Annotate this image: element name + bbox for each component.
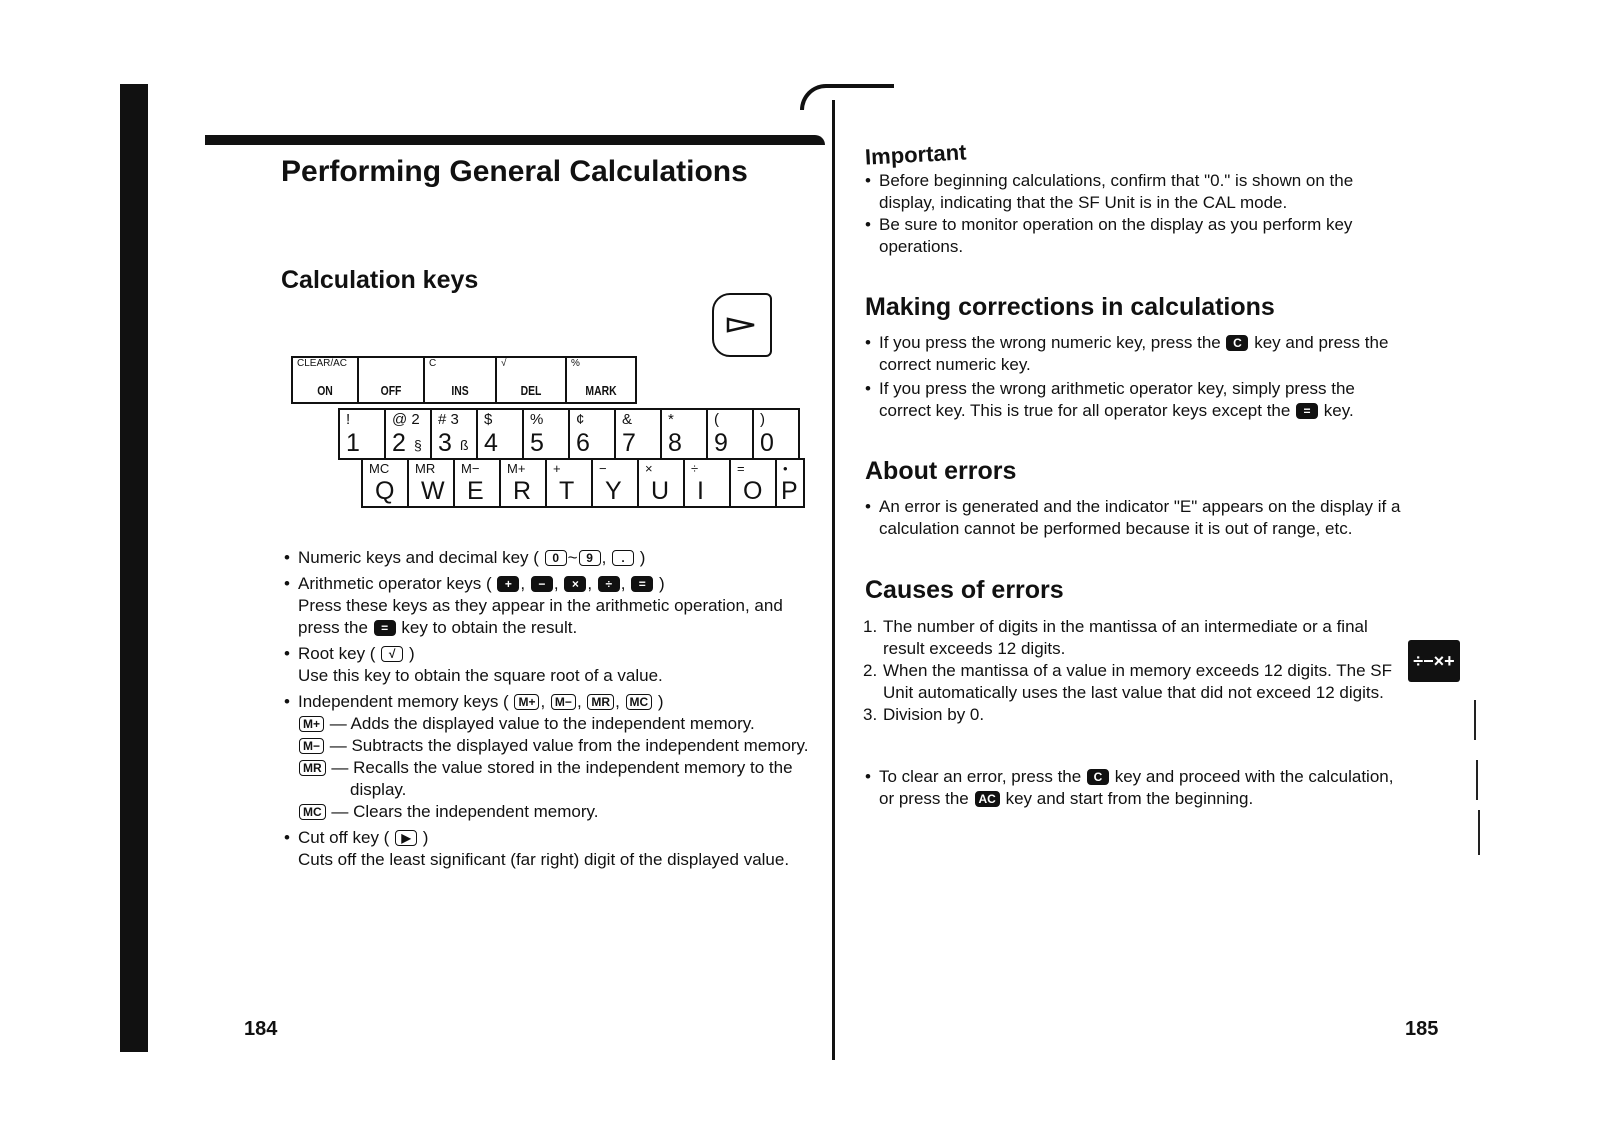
corrections-list [865,332,1405,422]
calculator-tab-icon: ÷−×+ [1408,640,1460,682]
edge-mark [1478,810,1480,855]
gutter-curve [800,84,894,110]
cause-item: 3. Division by 0. [863,705,985,724]
off-key: OFF [359,358,425,402]
key-8: * 8 [662,410,708,458]
number-key-row [338,408,800,460]
errors-list [865,496,1405,540]
page-number-right: 185 [1405,1018,1439,1040]
causes-list [865,616,1400,726]
function-key-row [291,356,637,404]
key-u: × U [639,460,685,506]
key-y: − Y [593,460,639,506]
edge-mark [1476,760,1478,800]
key-3: # 3 3 ß [432,410,478,458]
correction-item: • If you press the wrong numeric key, press the C key and press the correct numeric key. [865,332,1405,376]
key-1: ! 1 [340,410,386,458]
key-t: + T [547,460,593,506]
key-descriptions [284,547,824,871]
key-i: ÷ I [685,460,731,506]
ins-key: C INS [425,358,497,402]
corrections-heading: Making corrections in calculations [865,293,1275,321]
memory-keys-item: • Independent memory keys ( M+ , M− , MR , MC ) M+ — Adds the displayed value to the independent memory. M− — Subtracts the displayed value from the independent memory. MR — Recalls the value stored in the independent memory to the display. MC — Clears the independent memory. [284,691,824,823]
section-title: Calculation keys [281,266,479,294]
important-list [865,170,1405,258]
key-5: % 5 [524,410,570,458]
key-o: = O [731,460,777,506]
errors-heading: About errors [865,457,1017,485]
page-number-left: 184 [244,1018,278,1040]
key-6: ¢ 6 [570,410,616,458]
cutoff-key-item: • Cut off key ( ▶ ) Cuts off the least significant (far right) digit of the displayed value. [284,827,824,871]
root-key-item: • Root key ( √ ) Use this key to obtain the square root of a value. [284,643,824,687]
key-9: ( 9 [708,410,754,458]
important-item: • Before beginning calculations, confirm that "0." is shown on the display, indicating that the SF Unit is in the CAL mode. [865,170,1405,214]
header-rule [205,135,825,145]
left-spine-shadow [120,84,148,1052]
correction-item: • If you press the wrong arithmetic operator key, simply press the correct key. This is true for all operator keys except the = key. [865,378,1405,422]
key-4: $ 4 [478,410,524,458]
key-p: • P [781,461,798,505]
clear-error-item: • To clear an error, press the C key and proceed with the calculation, or press the AC key and start from the beginning. [865,766,1405,810]
clear-error-note [865,766,1405,810]
key-0: ) 0 [760,411,774,457]
important-heading: Important [864,139,968,170]
on-key: CLEAR/AC ON [293,358,359,402]
mark-key: % MARK [571,358,617,398]
key-q: MC Q [363,460,409,506]
key-7: & 7 [616,410,662,458]
key-e: M− E [455,460,501,506]
cause-item: 1. The number of digits in the mantissa of an intermediate or a final result exceeds 12 digits. [863,617,1368,658]
key-r: M+ R [501,460,547,506]
cursor-key-icon [712,293,772,357]
gutter-line [832,100,835,1060]
key-w: MR W [409,460,455,506]
important-item: • Be sure to monitor operation on the display as you perform key operations. [865,214,1405,258]
edge-mark [1474,700,1476,740]
cause-item: 2. When the mantissa of a value in memory exceeds 12 digits. The SF Unit automatically uses the last value that did not exceed 12 digits. [863,661,1392,702]
del-key: √ DEL [497,358,567,402]
numeric-keys-item: • Numeric keys and decimal key ( 0 ~ 9 , . ) [284,547,824,569]
page-title: Performing General Calculations [281,155,748,188]
letter-key-row [361,458,805,508]
causes-heading: Causes of errors [865,576,1064,604]
arith-keys-item: • Arithmetic operator keys ( + , − , × , ÷ , = ) Press these keys as they appear in the arithmetic operation, and press the = key to obtain the result. [284,573,824,639]
error-item: • An error is generated and the indicator "E" appears on the display if a calculation cannot be performed because it is out of range, etc. [865,496,1405,540]
key-2: @ 2 2 § [386,410,432,458]
